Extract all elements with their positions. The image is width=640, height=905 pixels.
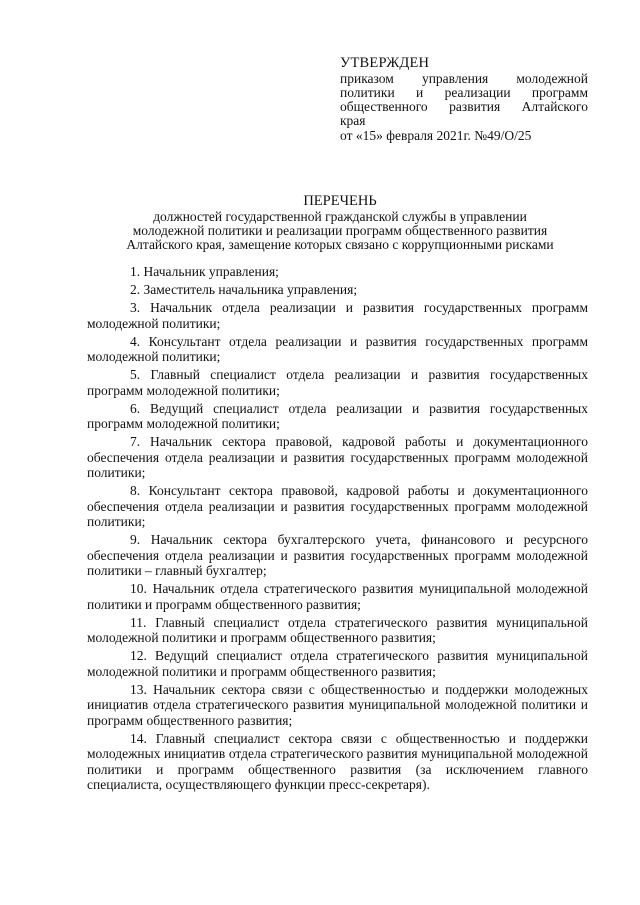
list-item: 3. Начальник отдела реализации и развития государственных программ молодежной политики; [87, 300, 588, 331]
list-item: 7. Начальник сектора правовой, кадровой работы и документационного обеспечения отдела реализации и развития государственных программ молодежной политики; [87, 434, 588, 480]
list-item: 2. Заместитель начальника управления; [130, 282, 358, 297]
list-item: 5. Главный специалист отдела реализации и развития государственных программ молодежной политики; [87, 367, 588, 398]
list-item: 13. Начальник сектора связи с общественностью и поддержки молодежных инициатив отдела стратегического развития муниципальной молодежной политики и программ общественного развития; [87, 681, 588, 728]
list-item: 6. Ведущий специалист отдела реализации и развития государственных программ молодежной политики; [87, 400, 588, 431]
approval-heading: УТВЕРЖДЕН [340, 55, 430, 71]
list-item: 1. Начальник управления; [130, 264, 279, 279]
positions-list [87, 264, 588, 795]
document-title: ПЕРЕЧЕНЬ [303, 193, 377, 209]
list-item: 8. Консультант сектора правовой, кадровой работы и документационного обеспечения отдела реализации и развития государственных программ молодежной политики; [87, 483, 588, 529]
subtitle-line: должностей государственной гражданской службы в управлении [153, 209, 527, 224]
approval-order-line: края [340, 113, 366, 128]
list-item: 9. Начальник сектора бухгалтерского учета, финансового и ресурсного обеспечения отдела реализации и развития государственных программ молодежной политики – главный бухгалтер; [87, 532, 588, 578]
approval-order-line: политики и реализации программ [340, 85, 588, 100]
list-item: 11. Главный специалист отдела стратегического развития муниципальной молодежной политики и программ общественного развития; [87, 614, 588, 645]
approval-order-line: общественного развития Алтайского [340, 99, 588, 114]
list-item: 4. Консультант отдела реализации и развития государственных программ молодежной политики; [87, 333, 588, 364]
subtitle-line: Алтайского края, замещение которых связано с коррупционными рисками [126, 237, 554, 252]
approval-date: от «15» февраля 2021г. №49/О/25 [340, 128, 532, 143]
list-item: 12. Ведущий специалист отдела стратегического развития муниципальной молодежной политики и программ общественного развития; [87, 648, 588, 679]
document-subtitle [70, 210, 610, 252]
approval-order-line: приказом управления молодежной [340, 71, 588, 86]
approval-block [340, 56, 588, 143]
list-item: 14. Главный специалист сектора связи с общественностью и поддержки молодежных инициатив отдела стратегического развития муниципальной молодежной политики и программ общественного развития (за исключением главного специалиста, осуществляющего функции пресс-секретаря). [87, 730, 588, 792]
subtitle-line: молодежной политики и реализации программ общественного развития [132, 223, 548, 238]
list-item: 10. Начальник отдела стратегического развития муниципальной молодежной политики и программ общественного развития; [87, 581, 588, 612]
